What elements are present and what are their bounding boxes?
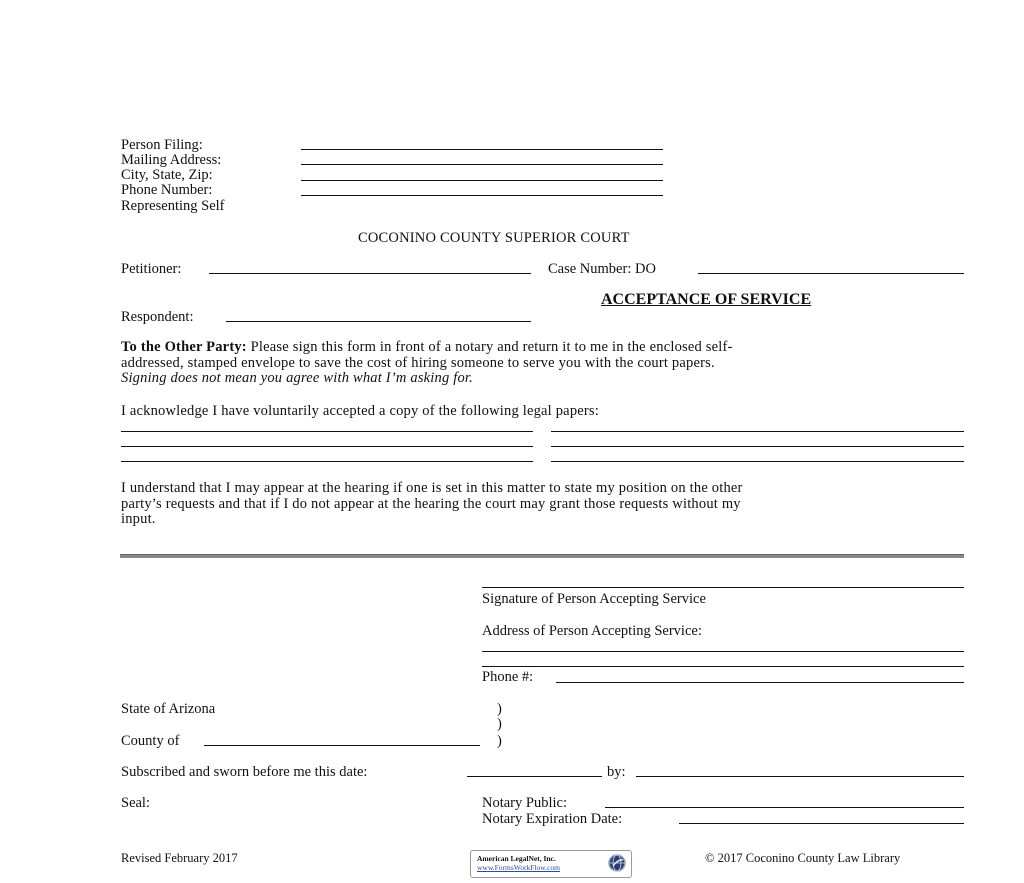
person-filing-line[interactable] <box>301 149 663 150</box>
papers-line-right-2[interactable] <box>551 446 964 447</box>
american-legalnet-logo[interactable] <box>470 850 632 878</box>
globe-arrow-icon <box>607 853 627 873</box>
logo-url[interactable]: www.FormsWorkFlow.com <box>477 863 561 872</box>
papers-line-left-1[interactable] <box>121 431 533 432</box>
signature-label: Signature of Person Accepting Service <box>482 591 706 607</box>
phone-number-line[interactable] <box>301 195 663 196</box>
expiration-label: Notary Expiration Date: <box>482 811 623 827</box>
document-title: ACCEPTANCE OF SERVICE <box>601 291 812 308</box>
instructions-line1: Please sign this form in front of a notary and return it to me in the enclosed self- <box>246 339 733 355</box>
understand-line3: input. <box>121 511 156 527</box>
paren-2: ) <box>497 716 502 732</box>
papers-line-left-2[interactable] <box>121 446 533 447</box>
notary-public-line[interactable] <box>605 807 964 808</box>
phone-line[interactable] <box>556 682 964 683</box>
revised-date: Revised February 2017 <box>121 851 238 865</box>
copyright: © 2017 Coconino County Law Library <box>705 851 901 865</box>
petitioner-line[interactable] <box>209 273 531 274</box>
understand-line2: party’s requests and that if I do not appear at the hearing the court may grant those requests without my <box>121 495 741 512</box>
seal-label: Seal: <box>121 795 150 811</box>
person-filing-label: Person Filing: <box>121 137 203 153</box>
section-divider <box>120 554 964 558</box>
city-state-zip-label: City, State, Zip: <box>121 167 213 183</box>
case-number-label: Case Number: DO <box>548 261 656 277</box>
papers-line-left-3[interactable] <box>121 461 533 462</box>
mailing-address-line[interactable] <box>301 164 663 165</box>
address-label: Address of Person Accepting Service: <box>482 623 702 639</box>
phone-label: Phone #: <box>482 669 534 685</box>
subscribed-label: Subscribed and sworn before me this date: <box>121 764 368 780</box>
by-label: by: <box>607 764 626 780</box>
address-line-2[interactable] <box>482 666 964 667</box>
instructions-paragraph <box>121 340 971 387</box>
signature-line[interactable] <box>482 587 964 588</box>
logo-name: American LegalNet, Inc. <box>477 854 556 863</box>
representing-self-label: Representing Self <box>121 198 225 214</box>
state-label: State of Arizona <box>121 701 216 717</box>
expiration-line[interactable] <box>679 823 964 824</box>
papers-line-right-1[interactable] <box>551 431 964 432</box>
acknowledge-text: I acknowledge I have voluntarily accepted a copy of the following legal papers: <box>121 403 600 419</box>
notary-public-label: Notary Public: <box>482 795 567 811</box>
papers-line-right-3[interactable] <box>551 461 964 462</box>
city-state-zip-line[interactable] <box>301 180 663 181</box>
instructions-lead: To the Other Party: <box>121 339 247 355</box>
phone-number-label: Phone Number: <box>121 182 213 198</box>
instructions-line2: addressed, stamped envelope to save the cost of hiring someone to serve you with the court papers. <box>121 354 715 371</box>
understand-line1: I understand that I may appear at the hearing if one is set in this matter to state my position on the other <box>121 480 743 496</box>
case-number-line[interactable] <box>698 273 964 274</box>
understand-paragraph <box>121 481 971 528</box>
date-line[interactable] <box>467 776 602 777</box>
county-label: County of <box>121 733 180 749</box>
mailing-address-label: Mailing Address: <box>121 152 222 168</box>
respondent-line[interactable] <box>226 321 531 322</box>
paren-1: ) <box>497 701 502 717</box>
respondent-label: Respondent: <box>121 309 194 325</box>
by-line[interactable] <box>636 776 964 777</box>
petitioner-label: Petitioner: <box>121 261 182 277</box>
court-name: COCONINO COUNTY SUPERIOR COURT <box>358 230 630 246</box>
instructions-note: Signing does not mean you agree with what I’m asking for. <box>121 370 473 386</box>
paren-3: ) <box>497 733 502 749</box>
address-line-1[interactable] <box>482 651 964 652</box>
county-line[interactable] <box>204 745 480 746</box>
